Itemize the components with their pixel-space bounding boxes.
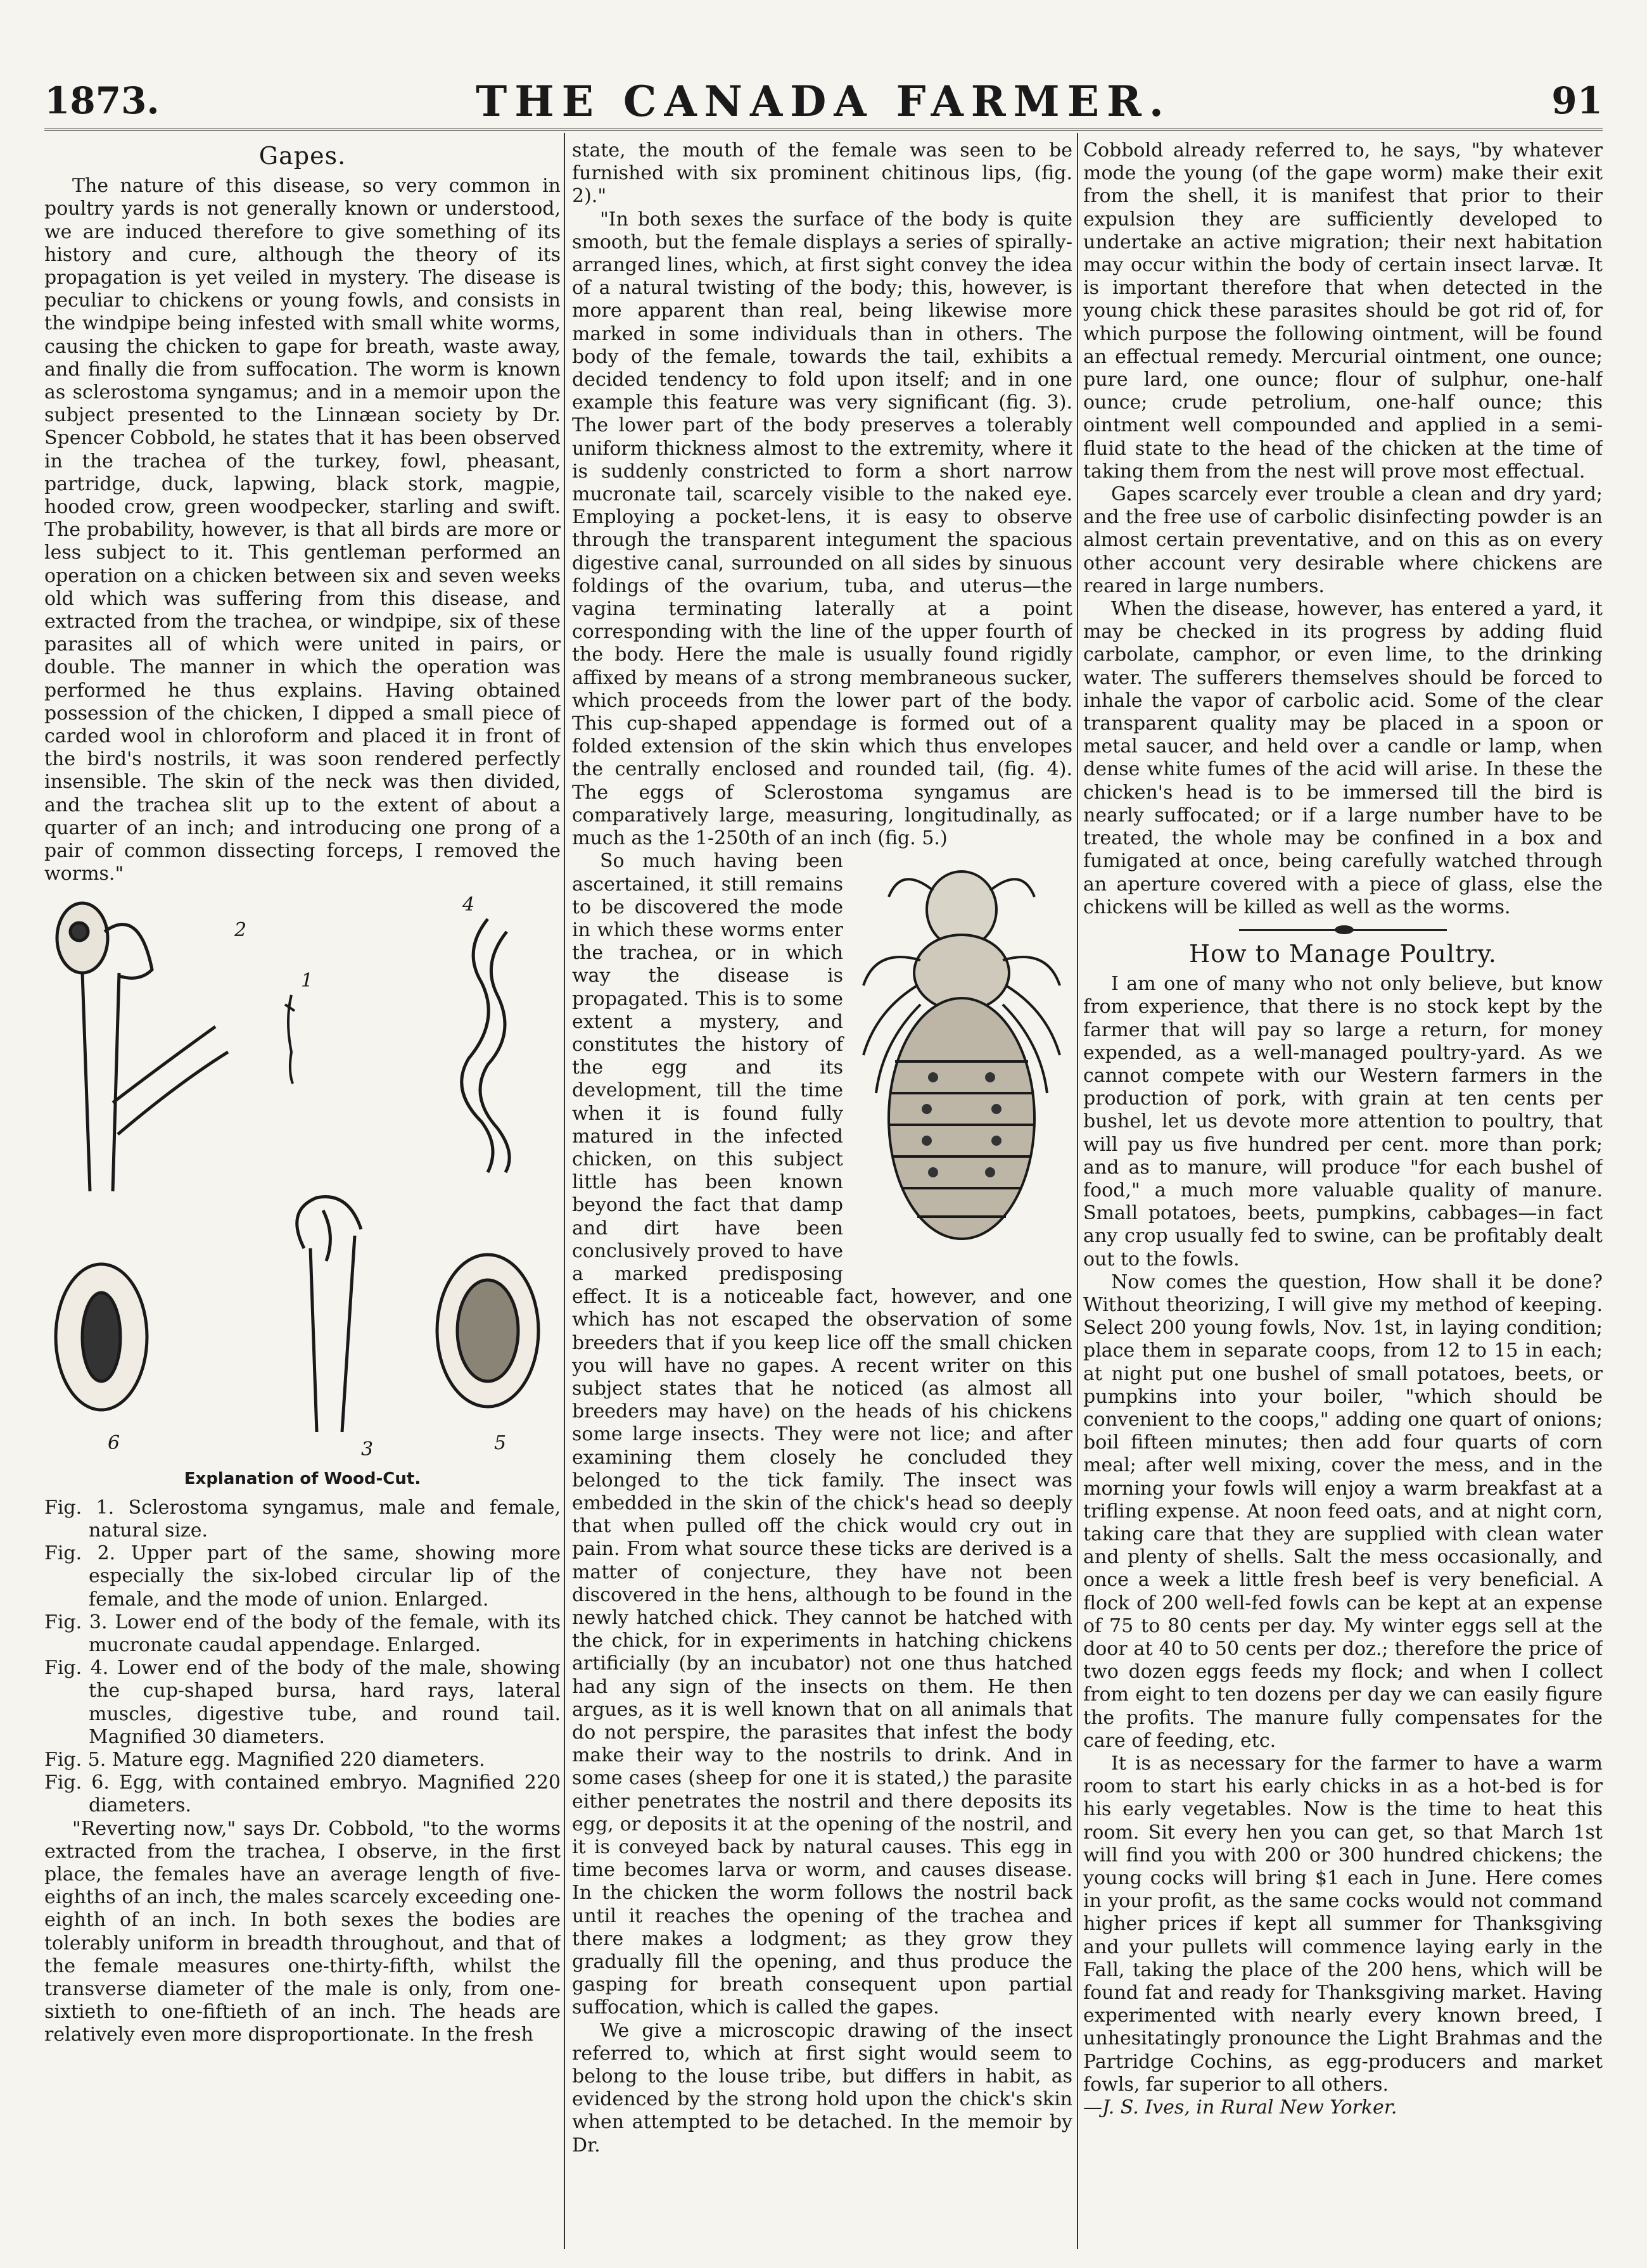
page-number: 91 bbox=[1551, 79, 1603, 122]
article-paragraph: Now comes the question, How shall it be done? Without theorizing, I will give my method of keeping. Select 200 young fowls, Nov. 1st, in laying condition; place them in separate coops, from 12 to 15 in each; at night put one bushel of small potatoes, beets, or pumpkins into your boiler, "which should be convenient to the coops," adding one quart of onions; boil fifteen minutes; then add four quarts of corn meal; after well mixing, cover the mess, and in the morning your fowls will enjoy a warm breakfast at a trifling expense. At noon feed oats, and at night corn, taking care that they are supplied with clean water and plenty of shells. Salt the mess occasionally, and once a week a little fresh beef is very beneficial. A flock of 200 well-fed fowls can be kept at an expense of 75 to 80 cents per day. My winter eggs sell at the door at 40 to 50 cents per doz.; therefore the price of two dozen eggs feeds my flock; and when I collect from eight to ten dozens per day we can easily figure the profits. The manure fully compensates for the care of feeding, etc. bbox=[1083, 1270, 1603, 1752]
figure-explanation: Fig. 4. Lower end of the body of the male, showing the cup-shaped bursa, hard rays, lateral muscles, digestive tube, and round tail. Magnified 30 diameters. bbox=[44, 1657, 561, 1748]
article-paragraph: "Reverting now," says Dr. Cobbold, "to the worms extracted from the trachea, I observe, in the first place, the females have an average length of five-eighths of an inch, the males scarcely exceeding one-eighth of an inch. In both sexes the bodies are tolerably uniform in breadth throughout, and that of the female measures one-thirty-fifth, whilst the transverse diameter of the male is only, from one-sixtieth to one-fiftieth of an inch. The heads are relatively even more disproportionate. In the fresh bbox=[44, 1817, 561, 2046]
column-divider bbox=[564, 133, 565, 2249]
figure-explanation: Fig. 6. Egg, with contained embryo. Magnified 220 diameters. bbox=[44, 1771, 561, 1817]
article-paragraph: "In both sexes the surface of the body is quite smooth, but the female displays a series of spirally-arranged lines, which, at first sight convey the idea of a natural twisting of the body; this, however, is more apparent than real, being likewise more marked in some individuals than in others. The body of the female, towards the tail, exhibits a decided tendency to fold upon itself; and in one example this feature was very significant (fig. 3). The lower part of the body preserves a tolerably uniform thickness almost to the extremity, where it is suddenly constricted to form a short narrow mucronate tail, scarcely visible to the naked eye. Employing a pocket-lens, it is easy to observe through the transparent integument the spacious digestive canal, surrounded on all sides by sinuous foldings of the ovarium, tuba, and uterus—the vagina terminating laterally at a point corresponding with the line of the upper fourth of the body. Here the male is usually found rigidly affixed by means of a strong membraneous sucker, which proceeds from the lower part of the body. This cup-shaped appendage is formed out of a folded extension of the skin which thus envelopes the centrally enclosed and rounded tail, (fig. 4). The eggs of Sclerostoma syngamus are comparatively large, measuring, longitudinally, as much as the 1-250th of an inch (fig. 5.) bbox=[572, 208, 1072, 850]
newspaper-title: THE CANADA FARMER. bbox=[476, 77, 1171, 126]
section-separator bbox=[1239, 929, 1447, 937]
figure-label: 1 bbox=[301, 969, 314, 992]
article-title-poultry: How to Manage Poultry. bbox=[1189, 939, 1497, 968]
figure-explanation-list bbox=[44, 1497, 561, 1818]
figure-explanation: Fig. 3. Lower end of the body of the female, with its mucronate caudal appendage. Enlarged. bbox=[44, 1611, 561, 1656]
article-title-gapes: Gapes. bbox=[258, 142, 347, 170]
article-paragraph: The nature of this disease, so very common in poultry yards is not generally known or understood, we are induced therefore to give something of its history and cure, although the theory of its propagation is yet veiled in mystery. The disease is peculiar to chickens or young fowls, and consists in the windpipe being infested with small white worms, causing the chicken to gape for breath, waste away, and finally die from suffocation. The worm is known as sclerostoma syngamus; and in a memoir upon the subject presented to the Linnæan society by Dr. Spencer Cobbold, he states that it has been observed in the trachea of the turkey, fowl, pheasant, partridge, duck, lapwing, black stork, magpie, hooded crow, green woodpecker, starling and swift. The probability, however, is that all birds are more or less subject to it. This gentleman performed an operation on a chicken between six and seven weeks old which was suffering from this disease, and extracted from the trachea, or windpipe, six of these parasites all of which were united in pairs, or double. The manner in which the operation was performed he thus explains. Having obtained possession of the chicken, I dipped a small piece of carded wool in chloroform and placed it in front of the bird's nostrils, it was soon rendered perfectly insensible. The skin of the neck was then divided, and the trachea slit up to the extent of about a quarter of an inch; and introducing one prong of a pair of common dissecting forceps, I removed the worms." bbox=[44, 175, 561, 885]
article-paragraph: I am one of many who not only believe, but know from experience, that there is no stock kept by the farmer that will pay so large a return, for money expended, as a well-managed poultry-yard. As we cannot compete with our Western farmers in the production of pork, with grain at ten cents per bushel, let us devote more attention to poultry, that will pay us five hundred per cent. more than pork; and as to manure, will produce "for each bushel of food," a much more valuable quality of manure. Small potatoes, beets, pumpkins, cabbages—in fact any crop usually fed to swine, can be profitably dealt out to the fowls. bbox=[1083, 973, 1603, 1270]
column-2 bbox=[572, 139, 1072, 2243]
figure-label: 3 bbox=[361, 1438, 374, 1460]
figure-label: 5 bbox=[494, 1431, 507, 1454]
article-paragraph: When the disease, however, has entered a yard, it may be checked in its progress by adding fluid carbolate, camphor, or even lime, to the drinking water. The sufferers themselves should be forced to inhale the vapor of carbolic acid. Some of the clear transparent quality may be placed in a spoon or metal saucer, and held over a candle or lamp, when dense white fumes of the acid will arise. In these the chicken's head is to be immersed till the bird is nearly suffocated; or if a large number have to be treated, the whole may be confined in a box and fumigated at once, being carefully watched through an aperture covered with a piece of glass, else the chickens will be killed as well as the worms. bbox=[1083, 598, 1603, 918]
article-paragraph: We give a microscopic drawing of the insect referred to, which at first sight would seem to belong to the louse tribe, but differs in habit, as evidenced by the strong hold upon the chick's skin when attempted to be detached. In the memoir by Dr. bbox=[572, 2019, 1072, 2157]
figure-label: 4 bbox=[462, 893, 475, 916]
figure-label: 6 bbox=[108, 1431, 120, 1454]
column-3 bbox=[1083, 139, 1603, 2243]
article-paragraph: Gapes scarcely ever trouble a clean and dry yard; and the free use of carbolic disinfecting powder is an almost certain preventative, and on this as on every other account very desirable where chickens are reared in large numbers. bbox=[1083, 483, 1603, 597]
insect-section bbox=[572, 850, 1072, 2019]
header-rule bbox=[44, 129, 1603, 134]
figure-explanation: Fig. 5. Mature egg. Magnified 220 diameters. bbox=[44, 1748, 485, 1771]
issue-year: 1873. bbox=[44, 79, 160, 122]
louse-illustration bbox=[851, 852, 1072, 1270]
article-paragraph: So much having been ascertained, it still remains to be discovered the mode in which these worms enter the trachea, or in which way the disease is propagated. This is to some extent a mystery, and constitutes the history of the egg and its development, till the time when it is found fully matured in the infected chicken, on this subject little has been known beyond the fact that damp and dirt have been conclusively proved to have a marked predisposing effect. It is a noticeable fact, however, and one which has not escaped the observation of some breeders that if you keep lice off the small chicken you will have no gapes. A recent writer on this subject states that he noticed (as almost all breeders may have) on the heads of his chickens some large insects. They were not lice; and after examining them closely he concluded they belonged to the tick family. The insect was embedded in the skin of the chick's head so deeply that when pulled off the chick would cry out in pain. From what source these ticks are derived is a matter of conjecture, they have not been discovered in the hens, although to be found in the newly hatched chick. They cannot be hatched with the chick, for in experiments in hatching chickens artificially (by an incubator) not one thus hatched had any sign of the insects on them. He then argues, as it is well known that on all animals that do not perspire, the parasites that infest the body make their way to the nostrils to drink. And in some cases (sheep for one it is stated,) the parasite either penetrates the nostril and there deposits its egg, or deposits it at the opening of the nostril, and it is conveyed back by natural causes. This egg in time becomes larva or worm, and causes disease. In the chicken the worm follows the nostril back until it reaches the opening of the trachea and there makes a lodgment; as they grow they gradually fill the opening, and thus produce the gasping for breath consequent upon partial suffocation, which is called the gapes. bbox=[572, 850, 1072, 2019]
insect-drawing bbox=[851, 852, 1072, 1270]
figure-label: 2 bbox=[234, 918, 247, 941]
column-1 bbox=[44, 139, 561, 2243]
figure-explanation: Fig. 2. Upper part of the same, showing more especially the six-lobed circular lip of the female, and the mode of union. Enlarged. bbox=[44, 1542, 561, 1611]
article-paragraph: It is as necessary for the farmer to have a warm room to start his early chicks in as a hot-bed is for his early vegetables. Now is the time to heat this room. Sit every hen you can get, so that March 1st will find you with 200 or 300 hundred chickens; the young cocks will bring $1 each in June. Here comes in your profit, as the same cocks would not command higher prices if kept all summer for Thanksgiving and your pullets will commence laying early in the Fall, taking the place of the 200 hens, which will be found fat and ready for Thanksgiving market. Having experimented with nearly every known breed, I unhesitatingly pronounce the Light Brahmas and the Partridge Cochins, as egg-producers and market fowls, far superior to all others. bbox=[1083, 1752, 1603, 2096]
article-paragraph: state, the mouth of the female was seen to be furnished with six prominent chitinous lips, (fig. 2)." bbox=[572, 139, 1072, 208]
woodcut-figure bbox=[44, 894, 561, 1464]
figure-explanation: Fig. 1. Sclerostoma syngamus, male and female, natural size. bbox=[44, 1496, 561, 1542]
woodcut-caption: Explanation of Wood-Cut. bbox=[184, 1469, 421, 1488]
article-signature: —J. S. Ives, in Rural New Yorker. bbox=[1083, 2096, 1397, 2119]
article-paragraph: Cobbold already referred to, he says, "by whatever mode the young (of the gape worm) make their exit from the shell, it is manifest that prior to their expulsion they are sufficiently developed to undertake an active migration; their next habitation may occur within the body of certain insect larvæ. It is important therefore that when detected in the young chick these parasites should be got rid of, for which purpose the following ointment, will be found an effectual remedy. Mercurial ointment, one ounce; pure lard, one ounce; flour of sulphur, one-half ounce; crude petrolium, one-half ounce; this ointment well compounded and applied in a semi-fluid state to the head of the chicken at the time of taking them from the nest will prove most effectual. bbox=[1083, 139, 1603, 483]
column-divider bbox=[1077, 133, 1078, 2249]
